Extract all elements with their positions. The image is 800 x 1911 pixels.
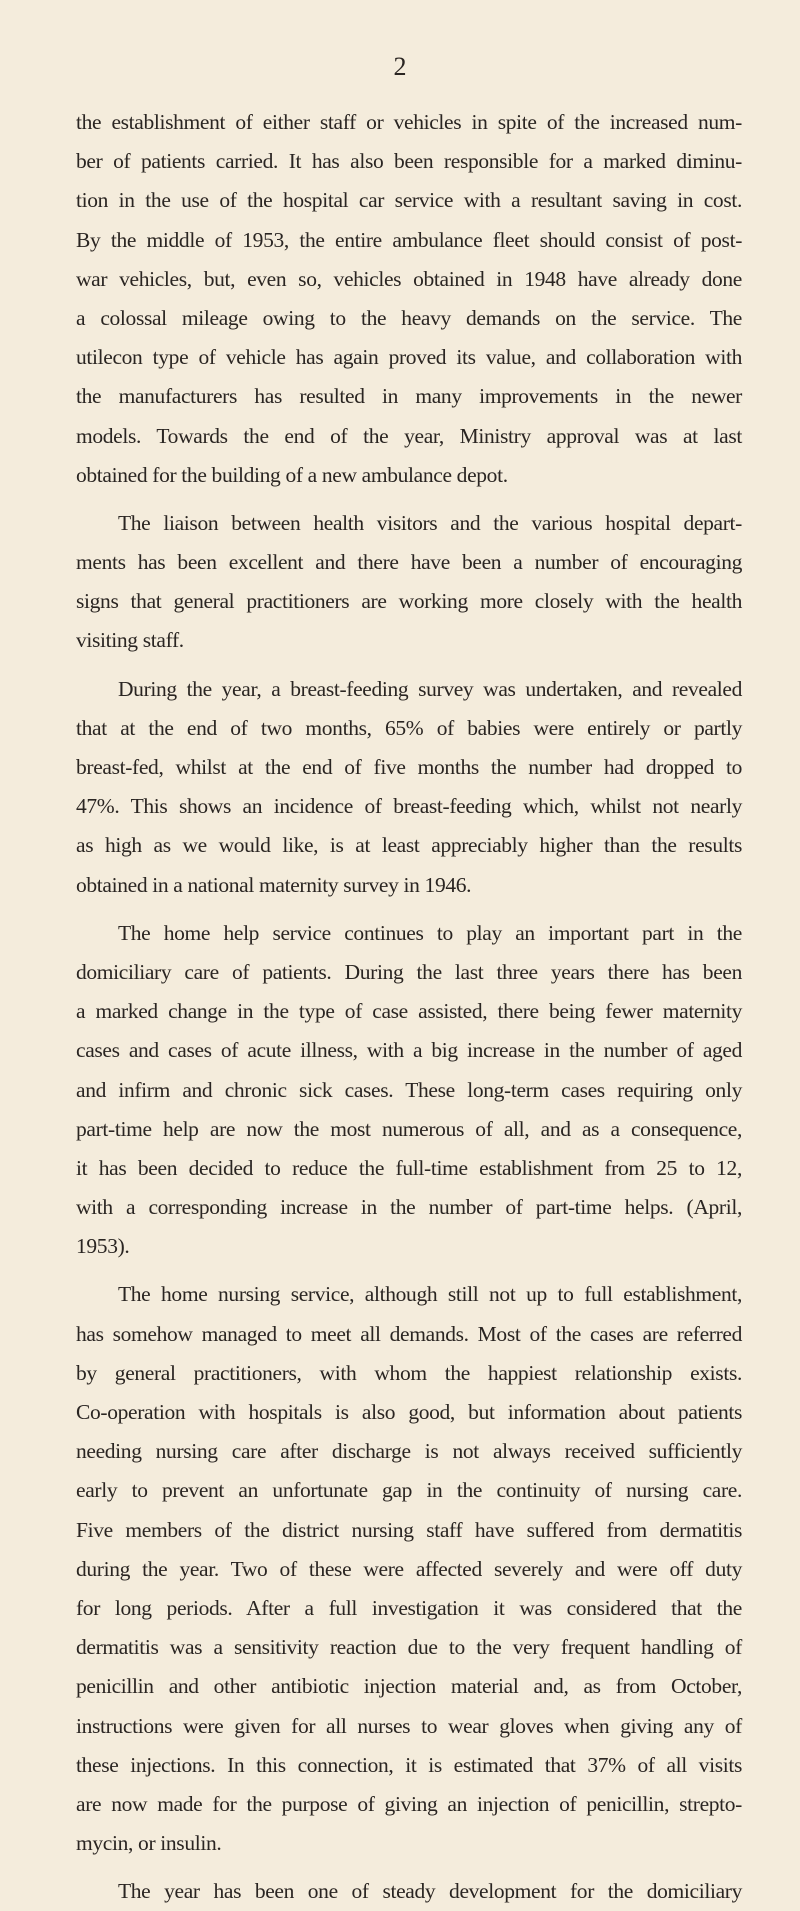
text-line: these injections. In this connection, it is estimated that 37% of all visits [76,1752,742,1777]
text-line: it has been decided to reduce the full-time establishment from 25 to 12, [76,1155,742,1180]
text-line: that at the end of two months, 65% of babies were entirely or partly [76,715,742,740]
text-line: as high as we would like, is at least appreciably higher than the results [76,833,742,858]
text-line: mycin, or insulin. [76,1831,222,1856]
text-line: During the year, a breast-feeding survey was undertaken, and revealed [118,676,742,701]
text-line: penicillin and other antibiotic injection material and, as from October, [76,1674,742,1699]
text-line: by general practitioners, with whom the happiest relationship exists. [76,1360,742,1385]
paragraph [76,1275,742,1863]
text-line: dermatitis was a sensitivity reaction due to the very frequent handling of [76,1635,742,1660]
text-line: By the middle of 1953, the entire ambulance fleet should consist of post- [76,227,742,252]
text-line: part-time help are now the most numerous of all, and as a consequence, [76,1116,742,1141]
text-line: needing nursing care after discharge is not always received sufficiently [76,1439,742,1464]
text-line: ber of patients carried. It has also been responsible for a marked diminu- [76,149,742,174]
text-line: 47%. This shows an incidence of breast-feeding which, whilst not nearly [76,794,742,819]
text-line: ments has been excellent and there have been a number of encouraging [76,550,742,575]
paragraph [76,670,742,905]
text-line: tion in the use of the hospital car service with a resultant saving in cost. [76,188,742,213]
text-line: cases and cases of acute illness, with a big increase in the number of aged [76,1038,742,1063]
page-number: 2 [393,52,407,81]
text-line: visiting staff. [76,628,184,653]
text-line: domiciliary care of patients. During the last three years there has been [76,959,742,984]
text-line: and infirm and chronic sick cases. These long-term cases requiring only [76,1077,742,1102]
text-line: has somehow managed to meet all demands. Most of the cases are referred [76,1321,742,1346]
paragraph [76,504,742,661]
text-line: models. Towards the end of the year, Ministry approval was at last [76,423,742,448]
text-line: obtained for the building of a new ambulance depot. [76,462,508,487]
text-line: breast-fed, whilst at the end of five months the number had dropped to [76,755,742,779]
text-line: Five members of the district nursing staff have suffered from dermatitis [76,1517,742,1542]
text-line: a colossal mileage owing to the heavy demands on the service. The [76,305,742,330]
text-line: utilecon type of vehicle has again proved its value, and collaboration with [76,345,742,370]
text-line: obtained in a national maternity survey in 1946. [76,872,472,897]
text-line: instructions were given for all nurses to wear gloves when giving any of [76,1713,742,1738]
text-line: a marked change in the type of case assisted, there being fewer maternity [76,999,742,1024]
paragraph [76,914,742,1267]
text-line: the manufacturers has resulted in many improvements in the newer [76,384,742,409]
text-line: for long periods. After a full investigation it was considered that the [76,1595,742,1620]
text-line: the establishment of either staff or vehicles in spite of the increased num- [76,110,742,134]
text-line: are now made for the purpose of giving an injection of penicillin, strepto- [76,1791,742,1816]
paragraph [76,103,742,495]
text-line: during the year. Two of these were affected severely and were off duty [76,1556,742,1581]
paragraph [76,1872,742,1911]
text-line: The home nursing service, although still not up to full establishment, [118,1282,742,1307]
text-line: war vehicles, but, even so, vehicles obtained in 1948 have already done [76,266,742,291]
text-line: The home help service continues to play an important part in the [118,920,742,945]
body-text [76,103,742,1911]
text-line: 1953). [76,1234,130,1259]
text-line: signs that general practitioners are working more closely with the health [76,589,742,614]
text-line: early to prevent an unfortunate gap in the continuity of nursing care. [76,1478,742,1503]
text-line: with a corresponding increase in the number of part-time helps. (April, [76,1195,742,1220]
text-line: Co-operation with hospitals is also good, but information about patients [76,1400,742,1424]
text-line: The year has been one of steady development for the domiciliary [118,1879,742,1904]
text-line: The liaison between health visitors and the various hospital depart- [118,510,742,535]
